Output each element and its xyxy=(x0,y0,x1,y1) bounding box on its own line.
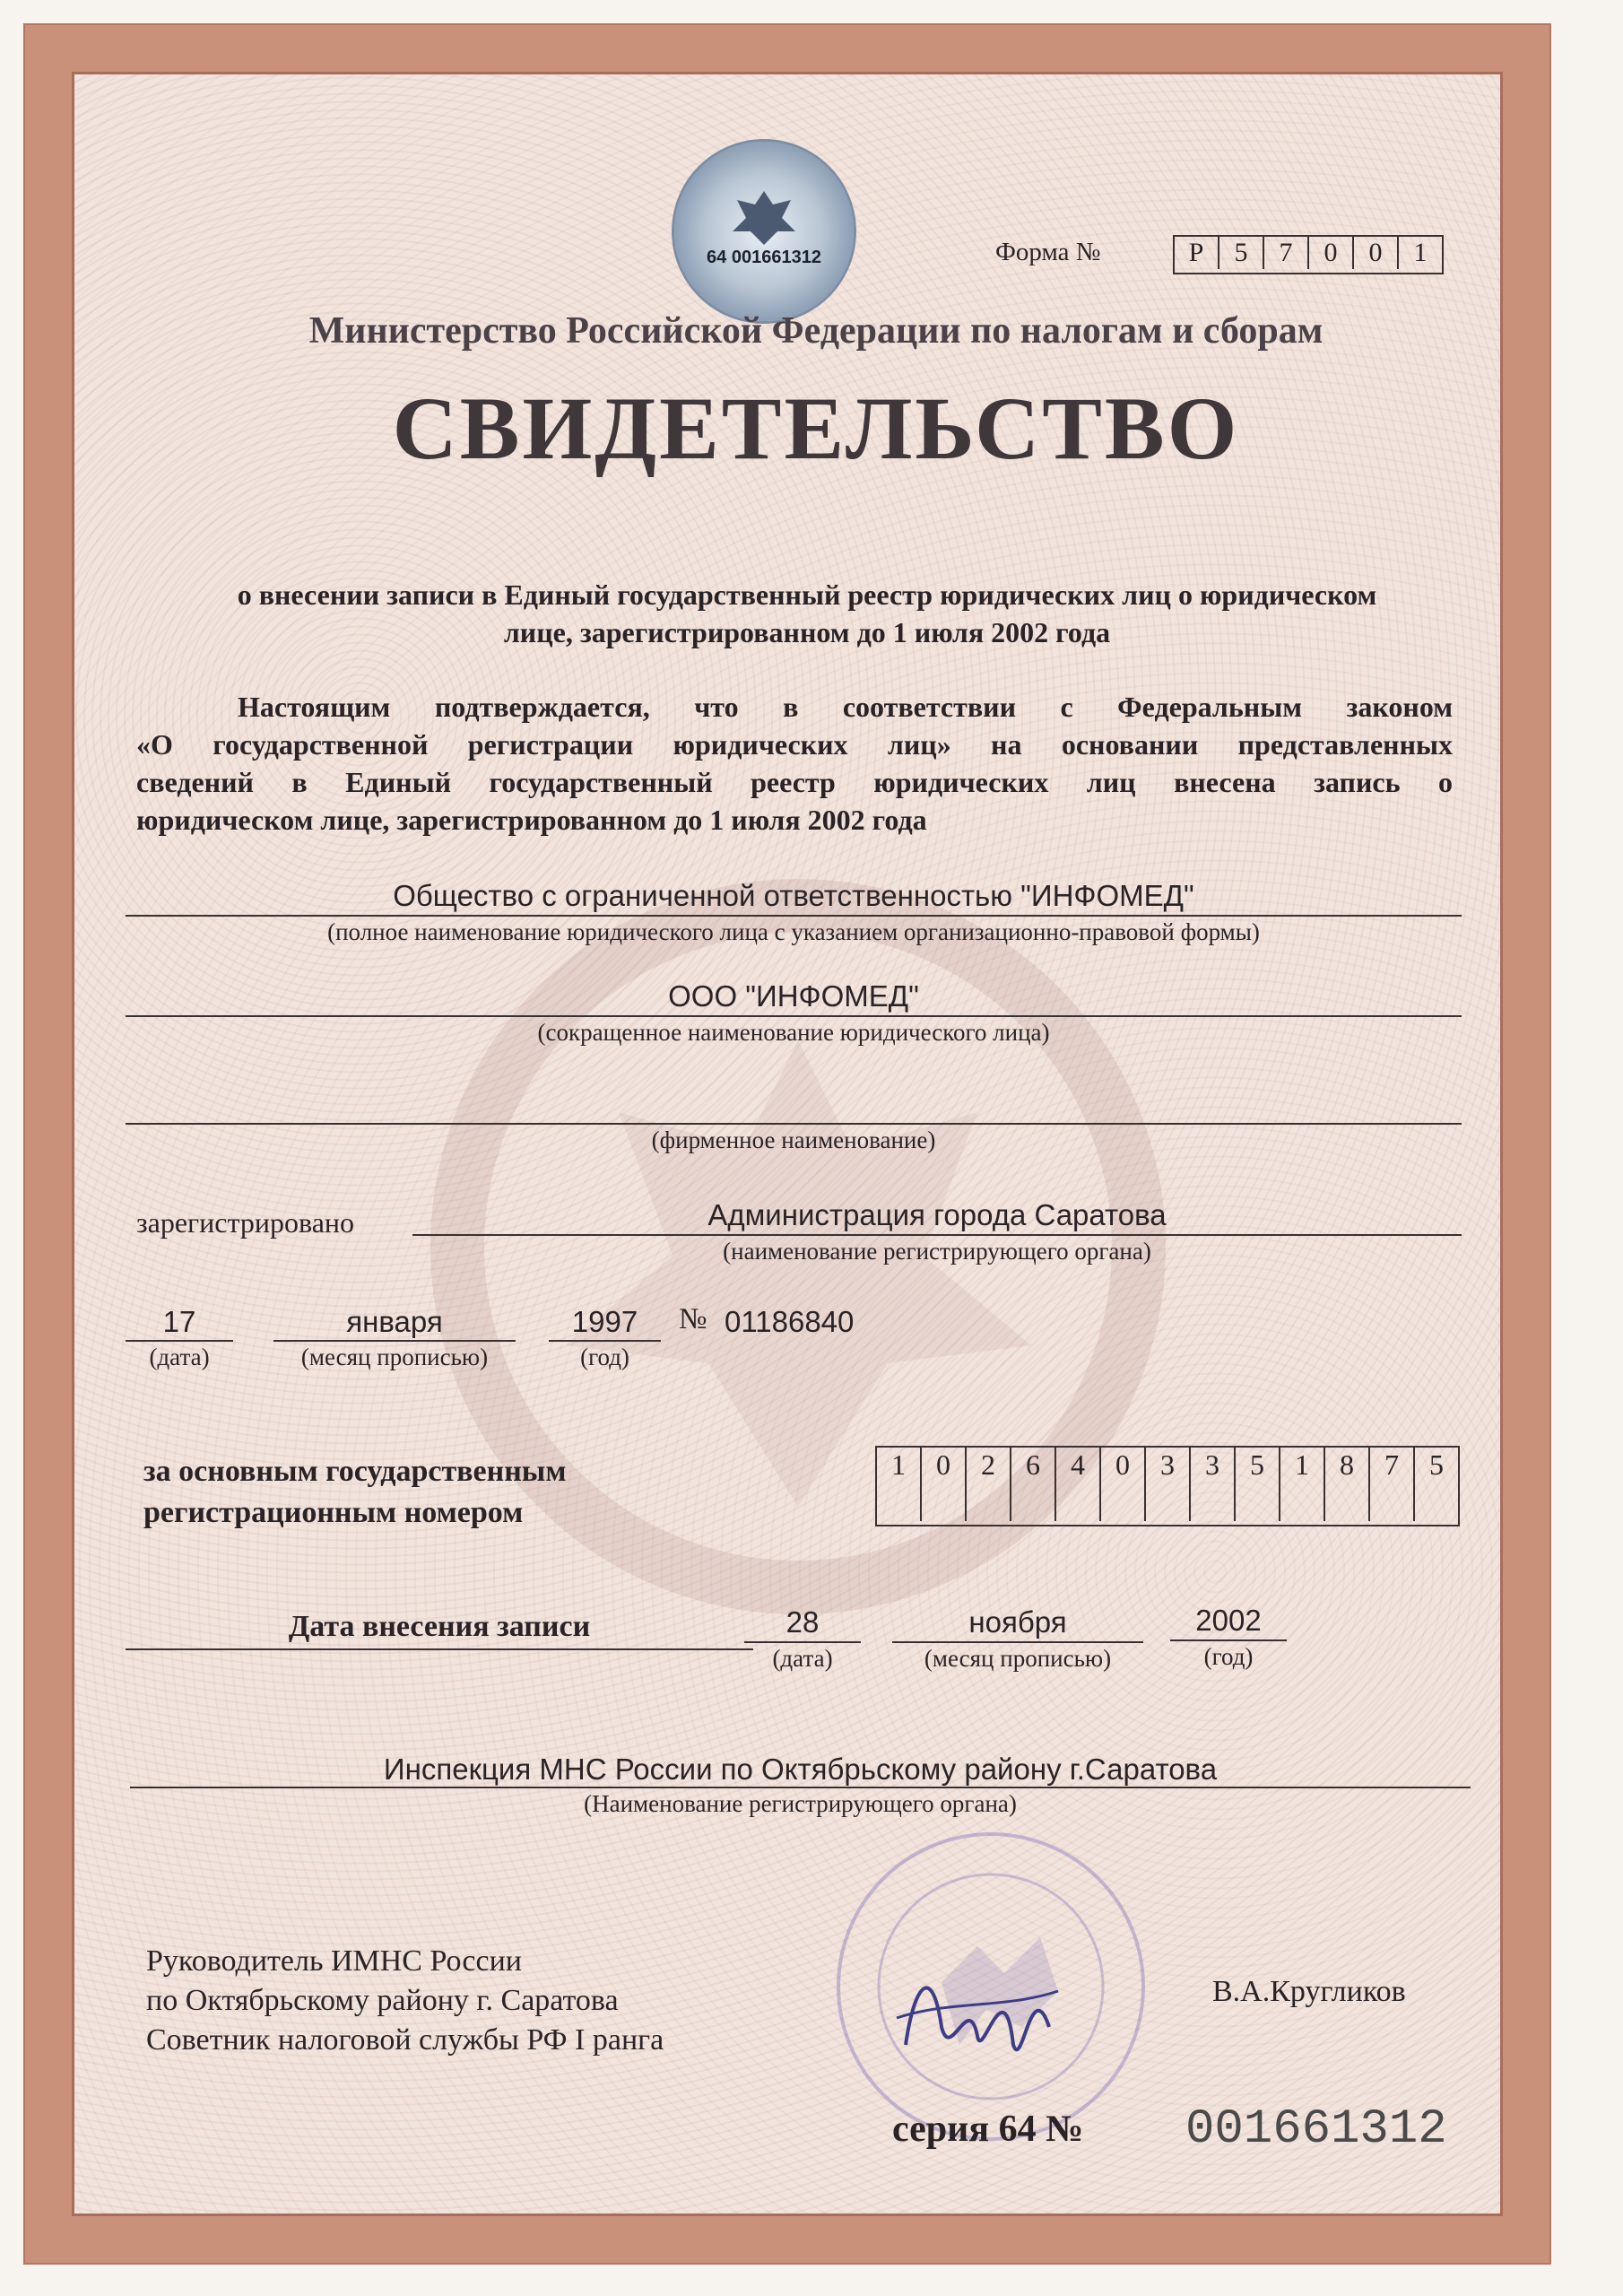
reg-year-line xyxy=(549,1340,661,1342)
entry-date-label: Дата внесения записи xyxy=(288,1610,591,1643)
registered-by-value: Администрация города Саратова xyxy=(707,1198,1167,1231)
reg-month-line xyxy=(273,1340,516,1342)
document-title: СВИДЕТЕЛЬСТВО xyxy=(392,378,1240,478)
form-label: Форма № xyxy=(995,238,1101,266)
reg-day-caption: (дата) xyxy=(149,1344,210,1370)
entry-month-value: ноября xyxy=(968,1605,1067,1639)
ogrn-digit-box-13: 5 xyxy=(1429,1448,1444,1481)
ogrn-digit-box-10: 1 xyxy=(1280,1448,1325,1521)
ministry-name: Министерство Российской Федерации по налогам и сборам xyxy=(308,310,1324,352)
signatory-name: В.А.Кругликов xyxy=(1212,1975,1406,2008)
ogrn-digit-box-12: 7 xyxy=(1370,1448,1415,1521)
reg-month-value: января xyxy=(346,1305,443,1338)
ogrn-digit-box-9: 5 xyxy=(1236,1448,1280,1521)
full-name-caption: (полное наименование юридического лица с указанием организационно-правовой формы) xyxy=(327,918,1260,945)
form-code-boxes xyxy=(1173,235,1444,274)
entry-year-caption: (год) xyxy=(1203,1643,1254,1670)
ogrn-digit-box-11: 8 xyxy=(1325,1448,1370,1521)
brand-name-line xyxy=(126,1123,1462,1125)
body-line-4: юридическом лице, зарегистрированном до 1 июля 2002 года xyxy=(136,804,927,836)
hologram-seal xyxy=(674,142,854,321)
full-name-value: Общество с ограниченной ответственностью "ИНФОМЕД" xyxy=(393,879,1194,912)
reg-year-caption: (год) xyxy=(580,1344,629,1370)
reg-number-label: № xyxy=(679,1303,707,1335)
body-line-2: «О государственной регистрации юридических лиц» на основании представленных xyxy=(136,728,1453,761)
brand-name-caption: (фирменное наименование) xyxy=(651,1126,936,1153)
form-code-box-3: 7 xyxy=(1264,237,1309,269)
series-number: 001661312 xyxy=(1185,2102,1447,2157)
entry-month-caption: (месяц прописью) xyxy=(924,1645,1112,1672)
body-line-1: Настоящим подтверждается, что в соответствии с Федеральным законом xyxy=(238,691,1453,723)
entry-month-line xyxy=(892,1641,1143,1643)
ogrn-digit-box-2: 0 xyxy=(922,1448,967,1521)
signatory-title-line-3: Советник налоговой службы РФ I ранга xyxy=(146,2023,664,2057)
body-line-3: сведений в Единый государственный реестр юридических лиц внесена запись о xyxy=(136,766,1453,798)
entry-day-line xyxy=(744,1641,861,1643)
form-code-box-2: 5 xyxy=(1219,237,1264,269)
reg-number-value: 01186840 xyxy=(725,1305,855,1338)
ogrn-label-line-2: регистрационным номером xyxy=(143,1496,524,1529)
form-code-box-5: 0 xyxy=(1354,237,1399,269)
entry-date-label-line xyxy=(126,1648,753,1650)
form-code-box-6: 1 xyxy=(1413,238,1428,267)
registered-by-caption: (наименование регистрирующего органа) xyxy=(723,1238,1151,1265)
signatory-title-line-2: по Октябрьскому району г. Саратова xyxy=(146,1984,619,2017)
entry-day-value: 28 xyxy=(785,1605,820,1639)
ogrn-digit-boxes xyxy=(875,1446,1460,1526)
form-code-box-1: Р xyxy=(1175,237,1219,269)
hologram-number: 64 001661312 xyxy=(707,248,821,267)
entry-year-line xyxy=(1170,1639,1287,1641)
ogrn-label-line-1: за основным государственным xyxy=(143,1455,567,1488)
subtitle-line-1: о внесении записи в Единый государственный реестр юридических лиц о юридическом xyxy=(237,578,1377,611)
entry-year-value: 2002 xyxy=(1195,1604,1262,1637)
eagle-icon xyxy=(728,187,800,249)
short-name-caption: (сокращенное наименование юридического лица) xyxy=(537,1019,1050,1046)
short-name-line xyxy=(126,1015,1462,1017)
authority-value: Инспекция МНС России по Октябрьскому району г.Саратова xyxy=(383,1752,1218,1786)
full-name-line xyxy=(126,915,1462,917)
authority-caption: (Наименование регистрирующего органа) xyxy=(584,1790,1017,1817)
form-code-box-4: 0 xyxy=(1309,237,1354,269)
registered-by-line xyxy=(412,1234,1462,1236)
ogrn-digit-box-3: 2 xyxy=(967,1448,1011,1521)
series-label: серия 64 № xyxy=(892,2109,1084,2150)
ogrn-digit-box-1: 1 xyxy=(877,1448,922,1521)
ogrn-digit-box-8: 3 xyxy=(1191,1448,1236,1521)
entry-day-caption: (дата) xyxy=(772,1645,833,1672)
subtitle-line-2: лице, зарегистрированном до 1 июля 2002 года xyxy=(503,616,1111,648)
handwritten-signature xyxy=(879,1910,1076,2090)
signatory-title-line-1: Руководитель ИМНС России xyxy=(146,1944,522,1978)
authority-line xyxy=(130,1787,1471,1788)
reg-day-line xyxy=(126,1340,233,1342)
ogrn-digit-box-5: 4 xyxy=(1056,1448,1101,1521)
ogrn-digit-box-6: 0 xyxy=(1101,1448,1146,1521)
reg-month-caption: (месяц прописью) xyxy=(300,1344,489,1370)
reg-year-value: 1997 xyxy=(571,1305,638,1338)
reg-day-value: 17 xyxy=(162,1305,196,1338)
ogrn-digit-box-7: 3 xyxy=(1146,1448,1191,1521)
registered-label: зарегистрировано xyxy=(136,1206,355,1239)
short-name-value: ООО "ИНФОМЕД" xyxy=(668,979,919,1013)
ogrn-digit-box-4: 6 xyxy=(1011,1448,1056,1521)
